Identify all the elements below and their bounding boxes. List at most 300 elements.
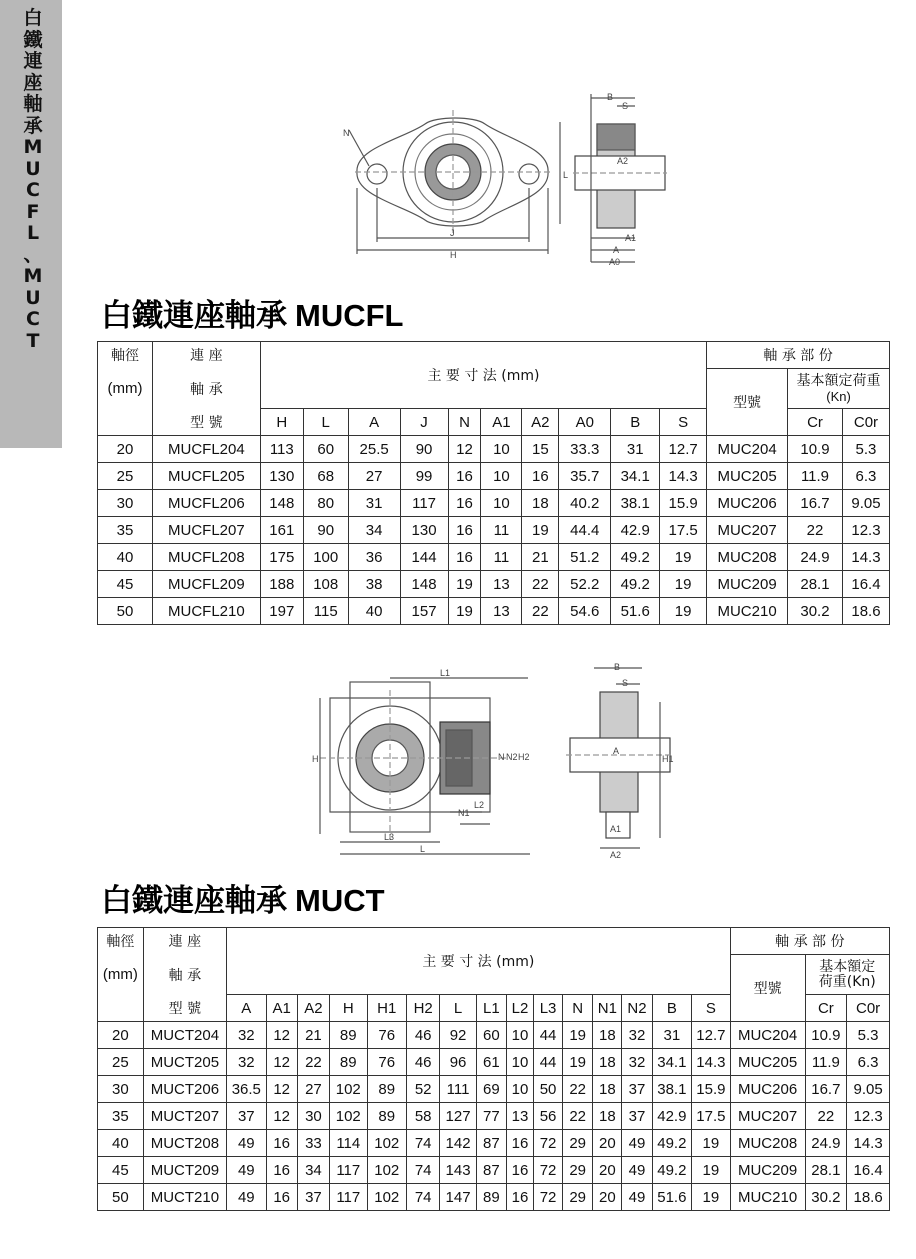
table-cell: 49: [227, 1157, 267, 1184]
table-cell: MUC207: [707, 517, 788, 544]
header-unit3: 型 號: [152, 409, 260, 436]
side-label: 白 鐵 連 座 軸 承 M U C F L 、 M U C T: [23, 7, 43, 352]
header-bearing-model: 型號: [707, 369, 788, 436]
table-cell: 127: [440, 1103, 476, 1130]
table-cell: 29: [563, 1130, 593, 1157]
table-cell: MUC210: [707, 598, 788, 625]
table-cell: MUC208: [730, 1130, 805, 1157]
col-h: H: [260, 409, 303, 436]
table-cell: 22: [788, 517, 843, 544]
header-shaft: 軸徑: [98, 342, 153, 369]
table-cell: 20: [593, 1130, 622, 1157]
label-j: J: [450, 228, 455, 238]
table-cell: 54.6: [559, 598, 611, 625]
table-cell: 31: [611, 436, 660, 463]
table-cell: 34: [297, 1157, 329, 1184]
table-cell: 12.7: [660, 436, 707, 463]
table-cell: 16: [448, 490, 481, 517]
col-j: J: [400, 409, 448, 436]
col-l: L: [303, 409, 348, 436]
header-unit: 連 座: [143, 928, 226, 955]
table-cell: 21: [522, 544, 559, 571]
col-a1: A1: [481, 409, 522, 436]
section2-row: [98, 1184, 890, 1211]
table-cell: 15.9: [660, 490, 707, 517]
table-cell: 25: [98, 1049, 144, 1076]
table-cell: 10.9: [788, 436, 843, 463]
table-cell: MUCFL209: [152, 571, 260, 598]
table-cell: 36.5: [227, 1076, 267, 1103]
table-cell: 42.9: [611, 517, 660, 544]
table-cell: 50: [98, 598, 153, 625]
table-cell: 14.3: [692, 1049, 731, 1076]
table-cell: 38: [348, 571, 400, 598]
table-cell: 115: [303, 598, 348, 625]
table-cell: 111: [440, 1076, 476, 1103]
table-cell: 58: [407, 1103, 440, 1130]
table-cell: 16: [448, 463, 481, 490]
table-cell: 32: [622, 1049, 652, 1076]
table-cell: 117: [330, 1157, 367, 1184]
table-cell: 13: [506, 1103, 533, 1130]
col-a1: A1: [266, 995, 297, 1022]
table-cell: MUC210: [730, 1184, 805, 1211]
table-cell: 100: [303, 544, 348, 571]
table-cell: 89: [330, 1049, 367, 1076]
table-cell: MUCFL204: [152, 436, 260, 463]
table-cell: 10.9: [805, 1022, 847, 1049]
table-cell: MUCFL205: [152, 463, 260, 490]
table-cell: 20: [98, 436, 153, 463]
table-cell: 89: [330, 1022, 367, 1049]
label-n: N: [343, 128, 350, 138]
col-l2: L2: [506, 995, 533, 1022]
table-cell: MUCFL210: [152, 598, 260, 625]
table-cell: 18.6: [847, 1184, 890, 1211]
table-cell: 188: [260, 571, 303, 598]
table-cell: 22: [563, 1076, 593, 1103]
table-cell: 44.4: [559, 517, 611, 544]
label-h: H: [312, 754, 319, 764]
header-shaft-unit: (mm): [98, 369, 153, 409]
table-cell: 16: [506, 1130, 533, 1157]
table-cell: 114: [330, 1130, 367, 1157]
table-cell: 13: [481, 571, 522, 598]
table-cell: 12: [266, 1049, 297, 1076]
table-cell: 25: [98, 463, 153, 490]
table-cell: 5.3: [847, 1022, 890, 1049]
col-cr: Cr: [788, 409, 843, 436]
label-n1: N1: [458, 808, 470, 818]
table-cell: 74: [407, 1157, 440, 1184]
table-cell: MUCT206: [143, 1076, 226, 1103]
header-unit3: 型 號: [143, 995, 226, 1022]
table-cell: 89: [367, 1103, 407, 1130]
table-cell: 13: [481, 598, 522, 625]
table-cell: 80: [303, 490, 348, 517]
table-cell: 96: [440, 1049, 476, 1076]
table-cell: MUCT205: [143, 1049, 226, 1076]
table-cell: 52: [407, 1076, 440, 1103]
label-l3: L3: [384, 832, 395, 842]
table-cell: 117: [330, 1184, 367, 1211]
section1-row: [98, 517, 890, 544]
section1-row: [98, 571, 890, 598]
table-cell: 46: [407, 1049, 440, 1076]
section2-row: [98, 1103, 890, 1130]
table-cell: 102: [367, 1184, 407, 1211]
table-cell: 72: [533, 1157, 562, 1184]
table-cell: 16: [448, 544, 481, 571]
header-dims: 主 要 寸 法 (mm): [260, 342, 706, 409]
label-l: L: [420, 844, 426, 854]
header-shaft: 軸徑: [98, 928, 144, 955]
table-cell: 12: [266, 1022, 297, 1049]
table-cell: 37: [622, 1103, 652, 1130]
section1-row: [98, 436, 890, 463]
table-cell: 102: [330, 1103, 367, 1130]
table-cell: 6.3: [847, 1049, 890, 1076]
col-h1: H1: [367, 995, 407, 1022]
table-cell: MUCT210: [143, 1184, 226, 1211]
table-cell: 16: [266, 1130, 297, 1157]
table-cell: 34.1: [652, 1049, 692, 1076]
table-cell: 30.2: [788, 598, 843, 625]
table-cell: 33.3: [559, 436, 611, 463]
header-bearing: 軸 承 部 份: [730, 928, 889, 955]
table-cell: 144: [400, 544, 448, 571]
col-c0r: C0r: [847, 995, 890, 1022]
table-cell: 31: [348, 490, 400, 517]
table-cell: 30: [297, 1103, 329, 1130]
col-a2: A2: [297, 995, 329, 1022]
table-cell: 113: [260, 436, 303, 463]
label-b: B: [614, 662, 621, 672]
table-cell: 19: [522, 517, 559, 544]
col-l1: L1: [476, 995, 506, 1022]
table-cell: 27: [297, 1076, 329, 1103]
section2-row: [98, 1022, 890, 1049]
table-cell: 18: [593, 1049, 622, 1076]
table-cell: MUCFL208: [152, 544, 260, 571]
col-cr: Cr: [805, 995, 847, 1022]
table-cell: 90: [303, 517, 348, 544]
col-b: B: [652, 995, 692, 1022]
section1-row: [98, 544, 890, 571]
table-cell: 142: [440, 1130, 476, 1157]
table-cell: 117: [400, 490, 448, 517]
table-cell: 143: [440, 1157, 476, 1184]
table-cell: 49: [227, 1130, 267, 1157]
table-cell: 11: [481, 517, 522, 544]
table-cell: 24.9: [805, 1130, 847, 1157]
label-h: H: [450, 250, 457, 260]
table-cell: 19: [660, 598, 707, 625]
table-cell: 28.1: [805, 1157, 847, 1184]
table-cell: 32: [622, 1022, 652, 1049]
col-l3: L3: [533, 995, 562, 1022]
table-cell: 14.3: [660, 463, 707, 490]
table-cell: 49: [227, 1184, 267, 1211]
table-cell: 76: [367, 1022, 407, 1049]
section1-row: [98, 463, 890, 490]
header-load2: 荷重(Kn): [818, 973, 876, 990]
table-cell: 32: [227, 1022, 267, 1049]
header-load-unit: (Kn): [826, 389, 851, 404]
table-cell: 49: [622, 1130, 652, 1157]
table-cell: MUC206: [730, 1076, 805, 1103]
table-cell: 10: [506, 1022, 533, 1049]
table-cell: 12.3: [842, 517, 889, 544]
table-cell: 22: [522, 571, 559, 598]
table-cell: 11: [481, 544, 522, 571]
table-cell: 19: [660, 571, 707, 598]
table-cell: 30: [98, 490, 153, 517]
table-cell: 74: [407, 1130, 440, 1157]
label-n: N: [498, 752, 505, 762]
table-cell: MUC204: [707, 436, 788, 463]
table-cell: 99: [400, 463, 448, 490]
table-cell: 16.7: [805, 1076, 847, 1103]
table-cell: 161: [260, 517, 303, 544]
table-cell: 19: [563, 1022, 593, 1049]
table-cell: 197: [260, 598, 303, 625]
label-n2: N2: [506, 752, 518, 762]
table-cell: 17.5: [692, 1103, 731, 1130]
table-cell: 37: [297, 1184, 329, 1211]
table-cell: 22: [522, 598, 559, 625]
table-cell: 60: [303, 436, 348, 463]
table-cell: 40: [98, 1130, 144, 1157]
table-cell: 35.7: [559, 463, 611, 490]
table-cell: 6.3: [842, 463, 889, 490]
section2-row: [98, 1157, 890, 1184]
table-cell: 31: [652, 1022, 692, 1049]
table-cell: MUCT207: [143, 1103, 226, 1130]
table-cell: 16: [448, 517, 481, 544]
table-cell: 5.3: [842, 436, 889, 463]
col-a0: A0: [559, 409, 611, 436]
table-cell: 14.3: [842, 544, 889, 571]
table-cell: 49: [622, 1157, 652, 1184]
table-cell: 157: [400, 598, 448, 625]
col-n: N: [563, 995, 593, 1022]
table-cell: 11.9: [788, 463, 843, 490]
header-shaft-unit: (mm): [98, 955, 144, 995]
table-cell: 102: [367, 1130, 407, 1157]
table-cell: 16: [522, 463, 559, 490]
muct-table: [97, 927, 890, 1211]
table-cell: 50: [533, 1076, 562, 1103]
table-cell: 130: [400, 517, 448, 544]
table-cell: 40: [348, 598, 400, 625]
table-cell: 76: [367, 1049, 407, 1076]
header-bearing: 軸 承 部 份: [707, 342, 890, 369]
col-a: A: [227, 995, 267, 1022]
table-cell: 12: [266, 1076, 297, 1103]
table-cell: MUCFL207: [152, 517, 260, 544]
label-l2: L2: [474, 800, 485, 810]
label-h1: H1: [662, 754, 674, 764]
col-a2: A2: [522, 409, 559, 436]
table-cell: 61: [476, 1049, 506, 1076]
table-cell: 16.4: [847, 1157, 890, 1184]
table-cell: 18: [593, 1103, 622, 1130]
table-cell: 19: [563, 1049, 593, 1076]
table-cell: 37: [227, 1103, 267, 1130]
col-b: B: [611, 409, 660, 436]
table-cell: 147: [440, 1184, 476, 1211]
table-cell: 30: [98, 1076, 144, 1103]
table-cell: 34.1: [611, 463, 660, 490]
table-cell: 72: [533, 1130, 562, 1157]
table-cell: 12.3: [847, 1103, 890, 1130]
header-unit2: 軸 承: [152, 369, 260, 409]
table-cell: 21: [297, 1022, 329, 1049]
table-cell: MUC209: [707, 571, 788, 598]
label-l: L: [563, 170, 569, 180]
col-s: S: [692, 995, 731, 1022]
mucfl-drawing: [335, 88, 675, 268]
label-s: S: [622, 678, 629, 688]
table-cell: MUCT204: [143, 1022, 226, 1049]
header-bearing-model: 型號: [730, 955, 805, 1022]
table-cell: 20: [98, 1022, 144, 1049]
label-a: A: [613, 245, 620, 255]
table-cell: 92: [440, 1022, 476, 1049]
table-cell: 22: [297, 1049, 329, 1076]
table-cell: 102: [330, 1076, 367, 1103]
label-a1: A1: [610, 824, 622, 834]
header-load1: 基本額定: [819, 958, 876, 975]
table-cell: 175: [260, 544, 303, 571]
label-l1: L1: [440, 668, 451, 678]
table-cell: 51.6: [611, 598, 660, 625]
table-cell: 16: [506, 1157, 533, 1184]
table-cell: 27: [348, 463, 400, 490]
label-b: B: [607, 92, 614, 102]
table-cell: 130: [260, 463, 303, 490]
table-cell: 45: [98, 571, 153, 598]
table-cell: 16: [266, 1157, 297, 1184]
header-load: 基本額定荷重: [796, 373, 881, 389]
col-n2: N2: [622, 995, 652, 1022]
table-cell: MUC208: [707, 544, 788, 571]
table-cell: 16.7: [788, 490, 843, 517]
table-cell: 52.2: [559, 571, 611, 598]
table-cell: 10: [481, 490, 522, 517]
table-cell: 19: [692, 1157, 731, 1184]
table-cell: 19: [692, 1130, 731, 1157]
table-cell: 56: [533, 1103, 562, 1130]
table-cell: 108: [303, 571, 348, 598]
table-cell: 18: [522, 490, 559, 517]
col-n1: N1: [593, 995, 622, 1022]
table-cell: 24.9: [788, 544, 843, 571]
table-cell: 89: [367, 1076, 407, 1103]
section2-row: [98, 1076, 890, 1103]
table-cell: 30.2: [805, 1184, 847, 1211]
table-cell: 18.6: [842, 598, 889, 625]
table-cell: MUCT208: [143, 1130, 226, 1157]
header-unit: 連 座: [152, 342, 260, 369]
table-cell: 10: [481, 463, 522, 490]
table-cell: 19: [448, 598, 481, 625]
table-cell: 12.7: [692, 1022, 731, 1049]
table-cell: 38.1: [611, 490, 660, 517]
table-cell: 40: [98, 544, 153, 571]
table-cell: 46: [407, 1022, 440, 1049]
table-cell: 49.2: [652, 1157, 692, 1184]
table-cell: MUC207: [730, 1103, 805, 1130]
table-cell: 49: [622, 1184, 652, 1211]
table-cell: 37: [622, 1076, 652, 1103]
table-cell: 40.2: [559, 490, 611, 517]
table-cell: 148: [260, 490, 303, 517]
table-cell: 20: [593, 1184, 622, 1211]
col-l: L: [440, 995, 476, 1022]
table-cell: 38.1: [652, 1076, 692, 1103]
table-cell: 69: [476, 1076, 506, 1103]
table-cell: 45: [98, 1157, 144, 1184]
table-cell: 29: [563, 1184, 593, 1211]
label-a: A: [613, 746, 620, 756]
section1-row: [98, 598, 890, 625]
label-h2: H2: [518, 752, 530, 762]
table-cell: 15: [522, 436, 559, 463]
label-s: S: [622, 101, 629, 111]
table-cell: 49.2: [652, 1130, 692, 1157]
table-cell: 32: [227, 1049, 267, 1076]
table-cell: 12: [266, 1103, 297, 1130]
col-h: H: [330, 995, 367, 1022]
table-cell: 11.9: [805, 1049, 847, 1076]
table-cell: 19: [448, 571, 481, 598]
table-cell: 14.3: [847, 1130, 890, 1157]
table-cell: 36: [348, 544, 400, 571]
label-a2: A2: [610, 850, 622, 860]
table-cell: 72: [533, 1184, 562, 1211]
table-cell: 10: [481, 436, 522, 463]
table-cell: 50: [98, 1184, 144, 1211]
section1-title: 白鐵連座軸承 MUCFL: [101, 298, 404, 334]
table-cell: MUC209: [730, 1157, 805, 1184]
section1-row: [98, 490, 890, 517]
section2-row: [98, 1049, 890, 1076]
table-cell: 15.9: [692, 1076, 731, 1103]
table-cell: MUCFL206: [152, 490, 260, 517]
table-cell: 22: [805, 1103, 847, 1130]
col-a: A: [348, 409, 400, 436]
col-c0r: C0r: [842, 409, 889, 436]
section2-title: 白鐵連座軸承 MUCT: [101, 883, 385, 919]
table-cell: 9.05: [842, 490, 889, 517]
mucfl-table: [97, 341, 890, 625]
table-cell: 44: [533, 1022, 562, 1049]
table-cell: 89: [476, 1184, 506, 1211]
table-cell: 35: [98, 1103, 144, 1130]
table-cell: 74: [407, 1184, 440, 1211]
label-a2: A2: [617, 156, 629, 166]
table-cell: 12: [448, 436, 481, 463]
table-cell: 90: [400, 436, 448, 463]
table-cell: MUC205: [707, 463, 788, 490]
table-cell: 25.5: [348, 436, 400, 463]
table-cell: 16: [506, 1184, 533, 1211]
table-cell: 68: [303, 463, 348, 490]
table-cell: 28.1: [788, 571, 843, 598]
table-cell: 19: [660, 544, 707, 571]
